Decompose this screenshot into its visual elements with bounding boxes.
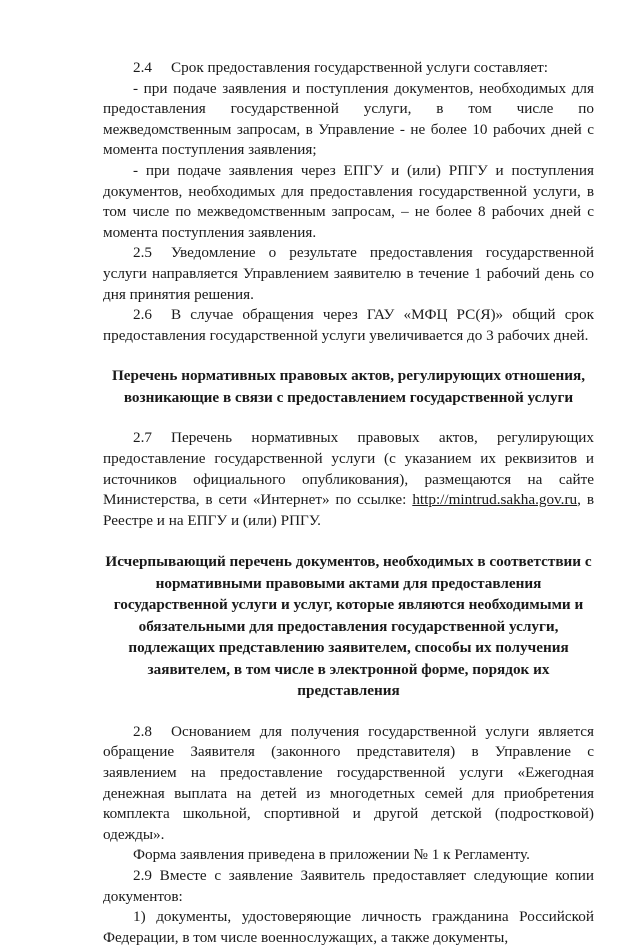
paragraph-2-9: 2.9 Вместе с заявление Заявитель предоставляет следующие копии документов: [103, 866, 594, 905]
clause-text: Перечень нормативных правовых актов, регулирующих предоставление государственной услуги (с указанием их реквизитов и источников официального опубликования), размещаются на сайте Министерства, в сети «Интернет» по ссылке: [103, 429, 594, 509]
clause-number: 2.6 [133, 306, 152, 324]
document-body [103, 58, 594, 948]
spacer [103, 408, 594, 428]
paragraph-2-9-item-1: 1) документы, удостоверяющие личность гражданина Российской Федерации, в том числе военнослужащих, а также документы, [103, 908, 594, 946]
ministry-site-link[interactable]: http://mintrud.sakha.gov.ru [412, 491, 578, 509]
heading-normative-acts: Перечень нормативных правовых актов, регулирующих отношения, возникающие в связи с предоставлением государственной услуги [111, 367, 586, 406]
paragraph-2-5 [103, 243, 594, 305]
spacer [103, 531, 594, 551]
spacer [103, 702, 594, 722]
clause-text-tail: , в Реестре и на ЕПГУ и (или) РПГУ. [103, 491, 594, 529]
paragraph-2-4 [103, 58, 594, 79]
heading-required-documents: Исчерпывающий перечень документов, необходимых в соответствии с нормативными правовыми актами для предоставления государственной услуги и услуг, которые являются необходимыми и обязательными для предоставления государственной услуги, подлежащих представлению заявителем, способы их получения заявителем, в том числе в электронной форме, порядок их представления [105, 553, 592, 700]
clause-number: 2.7 [133, 429, 152, 447]
paragraph-form-note: Форма заявления приведена в приложении № 1 к Регламенту. [133, 846, 530, 864]
paragraph-2-6 [103, 305, 594, 346]
clause-text: Основанием для получения государственной услуги является обращение Заявителя (законного представителя) в Управление с заявлением на предоставление государственной услуги «Ежегодная денежная выплата на детей из многодетных семей для приобретения комплекта школьной, спортивной и другой детской (подростковой) одежды». [103, 722, 594, 843]
clause-number: 2.4 [133, 59, 152, 76]
clause-number: 2.5 [133, 244, 152, 262]
paragraph-2-7 [103, 428, 594, 531]
clause-text: В случае обращения через ГАУ «МФЦ РС(Я)» общий срок предоставления государственной услуги увеличивается до 3 рабочих дней. [103, 306, 594, 344]
paragraph-2-8 [103, 722, 594, 846]
paragraph-2-4-item-1: - при подаче заявления и поступления документов, необходимых для предоставления государственной услуги, в том числе по межведомственным запросам, в Управление - не более 10 рабочих дней с момента поступления заявления; [103, 79, 594, 159]
paragraph-2-4-item-2: - при подаче заявления через ЕПГУ и (или) РПГУ и поступления документов, необходимых для предоставления государственной услуги, в том числе по межведомственным запросам, – не более 8 рабочих дней с момента поступления заявления. [103, 161, 594, 241]
clause-text: Срок предоставления государственной услуги составляет: [171, 59, 548, 76]
clause-text: Уведомление о результате предоставления государственной услуги направляется Управлением заявителю в течение 1 рабочий день со дня принятия решения. [103, 244, 594, 303]
clause-number: 2.8 [133, 722, 152, 740]
spacer [103, 346, 594, 365]
